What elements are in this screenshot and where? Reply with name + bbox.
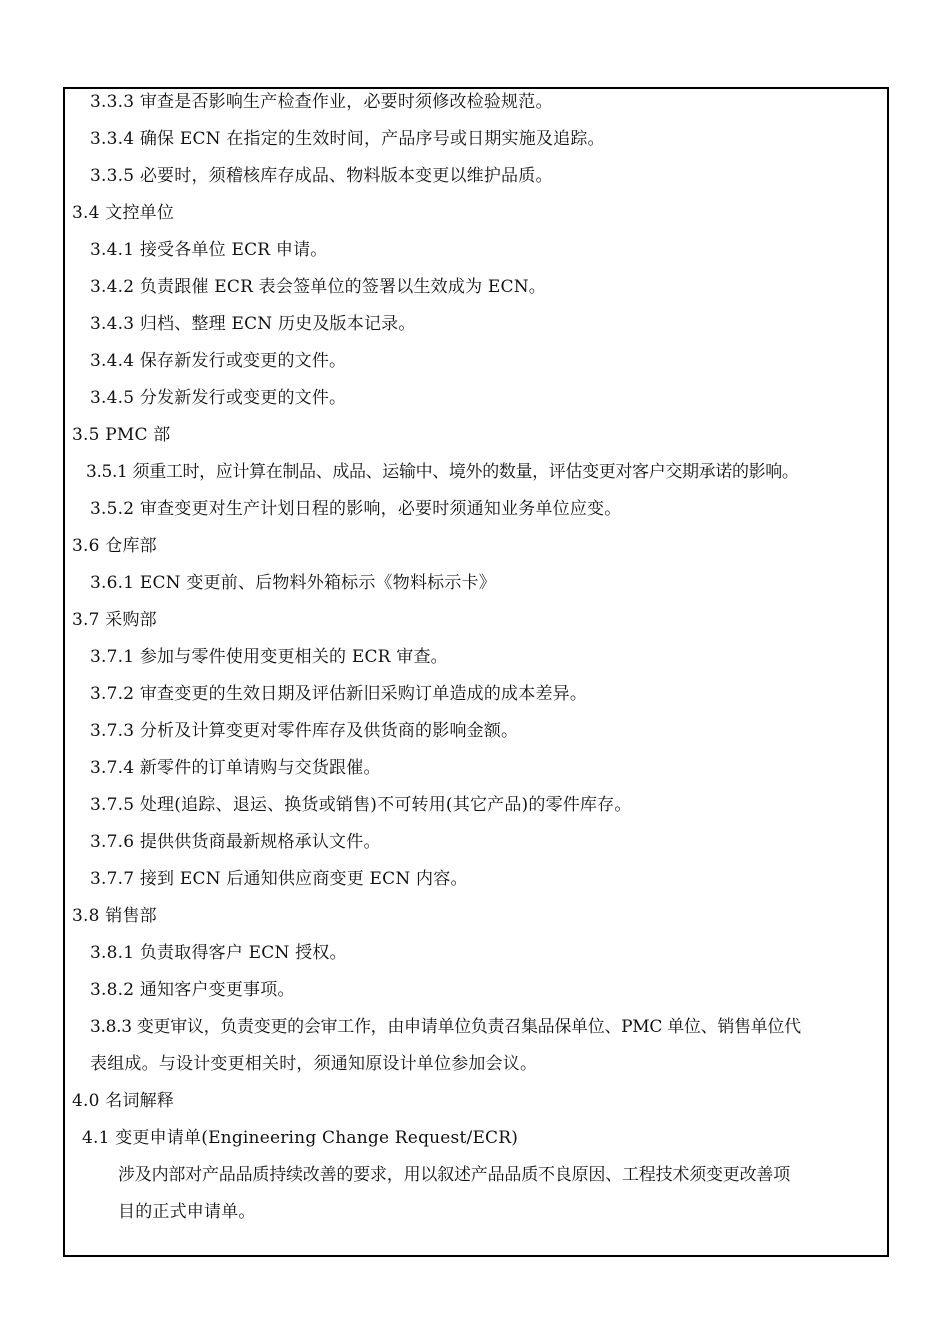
clause-4-1-body-continued: 目的正式申请单。 [118,1202,256,1222]
clause-3-6-1: 3.6.1 ECN 变更前、后物料外箱标示《物料标示卡》 [90,573,496,593]
section-4-0-heading: 4.0 名词解释 [72,1091,175,1111]
clause-3-7-3: 3.7.3 分析及计算变更对零件库存及供货商的影响金额。 [90,721,519,741]
clause-3-7-5: 3.7.5 处理(追踪、退运、换货或销售)不可转用(其它产品)的零件库存。 [90,795,632,815]
clause-4-1-heading: 4.1 变更申请单(Engineering Change Request/ECR) [82,1128,519,1148]
clause-3-4-1: 3.4.1 接受各单位 ECR 申请。 [90,240,328,260]
clause-3-7-7: 3.7.7 接到 ECN 后通知供应商变更 ECN 内容。 [90,869,468,889]
clause-3-3-5: 3.3.5 必要时，须稽核库存成品、物料版本变更以维护品质。 [90,166,553,186]
section-3-8-heading: 3.8 销售部 [72,906,157,926]
clause-3-8-3-continued: 表组成。与设计变更相关时，须通知原设计单位参加会议。 [90,1054,538,1074]
clause-3-5-1: 3.5.1 须重工时，应计算在制品、成品、运输中、境外的数量，评估变更对客户交期承诺的影响。 [86,462,799,482]
clause-3-4-3: 3.4.3 归档、整理 ECN 历史及版本记录。 [90,314,416,334]
clause-3-4-4: 3.4.4 保存新发行或变更的文件。 [90,351,347,371]
clause-3-3-3: 3.3.3 审查是否影响生产检查作业，必要时须修改检验规范。 [90,92,553,112]
clause-3-4-2: 3.4.2 负责跟催 ECR 表会签单位的签署以生效成为 ECN。 [90,277,546,297]
clause-3-7-2: 3.7.2 审查变更的生效日期及评估新旧采购订单造成的成本差异。 [90,684,588,704]
clause-3-5-2: 3.5.2 审查变更对生产计划日程的影响，必要时须通知业务单位应变。 [90,499,622,519]
clause-3-7-6: 3.7.6 提供供货商最新规格承认文件。 [90,832,381,852]
section-3-5-heading: 3.5 PMC 部 [72,425,171,445]
clause-3-3-4: 3.3.4 确保 ECN 在指定的生效时间，产品序号或日期实施及追踪。 [90,129,605,149]
clause-3-7-4: 3.7.4 新零件的订单请购与交货跟催。 [90,758,381,778]
section-3-6-heading: 3.6 仓库部 [72,536,157,556]
section-3-7-heading: 3.7 采购部 [72,610,157,630]
clause-3-4-5: 3.4.5 分发新发行或变更的文件。 [90,388,347,408]
clause-3-8-2: 3.8.2 通知客户变更事项。 [90,980,295,1000]
clause-3-8-1: 3.8.1 负责取得客户 ECN 授权。 [90,943,347,963]
clause-3-7-1: 3.7.1 参加与零件使用变更相关的 ECR 审查。 [90,647,448,667]
clause-4-1-body: 涉及内部对产品品质持续改善的要求，用以叙述产品品质不良原因、工程技术须变更改善项 [118,1165,790,1185]
section-3-4-heading: 3.4 文控单位 [72,203,175,223]
document-border [63,87,889,1257]
clause-3-8-3: 3.8.3 变更审议，负责变更的会审工作，由申请单位负责召集品保单位、PMC 单位、销售单位代 [90,1017,801,1037]
